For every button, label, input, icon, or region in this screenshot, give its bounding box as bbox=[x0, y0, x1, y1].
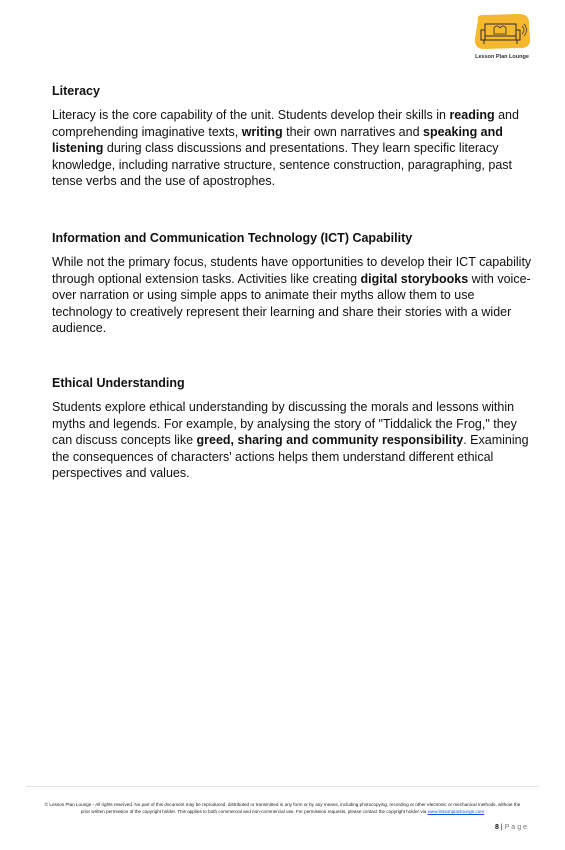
section-heading: Ethical Understanding bbox=[52, 376, 185, 390]
website-link[interactable]: www.lessonplanlounge.com bbox=[427, 808, 485, 814]
section-paragraph: Students explore ethical understanding by discussing the morals and lessons within myths and legends. For example, by analysing the story of "Tiddalick the Frog," they can discuss concepts like greed, sharing and community responsibility. Examining the consequences of characters' actions helps them understand different ethical perspectives and values. bbox=[52, 400, 529, 480]
page-label: Page bbox=[504, 824, 529, 831]
logo-wordmark: Lesson Plan Lounge bbox=[475, 54, 529, 60]
footer-divider bbox=[26, 786, 539, 787]
section-paragraph: Literacy is the core capability of the unit. Students develop their skills in reading and comprehending imaginative texts, writing their own narratives and speaking and listening during class discussions and presentations. They learn specific literacy knowledge, including narrative structure, sentence construction, paragraphing, past tense verbs and the use of apostrophes. bbox=[52, 108, 519, 188]
page-number-value: 8 bbox=[495, 824, 499, 831]
section-literacy bbox=[52, 84, 532, 190]
page-number-separator: | bbox=[500, 824, 503, 831]
page-number bbox=[495, 824, 529, 831]
footer-copyright bbox=[40, 802, 525, 816]
copyright-notice: © Lesson Plan Lounge - All rights reserved. No part of this document may be reproduced, distributed or transmitted in any form or by any means, including photocopying, recording or other electronic or mechanical methods, without the prior written permission of the copyright holder. This applies to both commercial and non-commercial use. For permission requests, please contact the copyright holder via bbox=[44, 802, 521, 814]
section-heading: Literacy bbox=[52, 84, 100, 98]
section-ethical-understanding bbox=[52, 376, 532, 482]
lesson-plan-lounge-logo bbox=[470, 14, 534, 64]
section-ict-capability bbox=[52, 231, 532, 337]
sofa-logo-icon bbox=[472, 14, 532, 50]
section-paragraph: While not the primary focus, students have opportunities to develop their ICT capability through optional extension tasks. Activities like creating digital storybooks with voice-over narration or using simple apps to animate their myths allow them to use technology to creatively represent their learning and share their stories with a wider audience. bbox=[52, 255, 532, 335]
section-heading: Information and Communication Technology (ICT) Capability bbox=[52, 231, 413, 245]
